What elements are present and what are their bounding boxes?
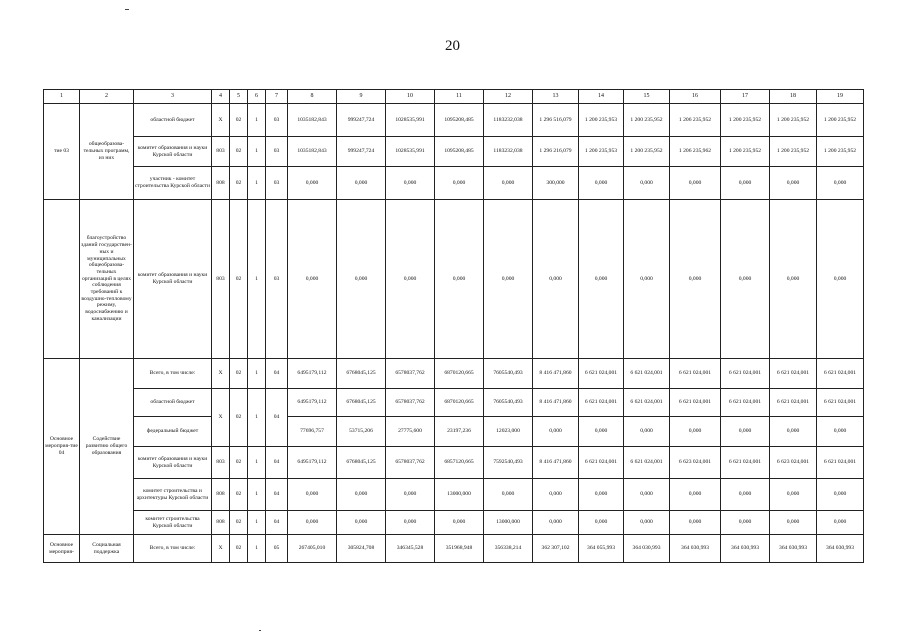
column-number: 13 — [533, 90, 579, 104]
section-code-cell: 02 — [230, 104, 248, 137]
column-number: 8 — [288, 90, 337, 104]
amount-cell: 6768045,125 — [337, 389, 386, 417]
amount-cell: 6 621 024,001 — [670, 389, 721, 417]
grbs-code-cell: 803 — [212, 447, 230, 479]
amount-cell: 1 296 516,079 — [533, 104, 579, 137]
column-number: 9 — [337, 90, 386, 104]
subsection-code-cell: 1 — [248, 200, 266, 359]
section-code-cell: 02 — [230, 447, 248, 479]
amount-cell: 0,000 — [579, 511, 624, 535]
amount-cell: 13000,000 — [484, 511, 533, 535]
scan-speck — [125, 9, 129, 10]
amount-cell: 1 200 235,952 — [624, 137, 670, 167]
amount-cell: 305824,708 — [337, 535, 386, 563]
table-row — [44, 167, 864, 200]
amount-cell: 6 621 024,001 — [721, 359, 770, 389]
amount-cell: 0,000 — [288, 167, 337, 200]
amount-cell: 0,000 — [670, 167, 721, 200]
amount-cell: 1028535,991 — [386, 104, 435, 137]
table-row — [44, 104, 864, 137]
executor-cell: областной бюджет — [134, 104, 212, 137]
amount-cell: 6 621 024,001 — [579, 389, 624, 417]
target-code-cell: 04 — [266, 389, 288, 447]
page-number: 20 — [445, 38, 460, 54]
amount-cell: 12023,000 — [484, 417, 533, 447]
amount-cell: 1183232,038 — [484, 137, 533, 167]
executor-cell: Всего, в том числе: — [134, 359, 212, 389]
target-code-cell: 04 — [266, 447, 288, 479]
amount-cell: 0,000 — [817, 511, 864, 535]
amount-cell: 1 206 235,962 — [670, 137, 721, 167]
amount-cell: 1035182,843 — [288, 104, 337, 137]
grbs-code-cell: 808 — [212, 511, 230, 535]
amount-cell: 7592540,493 — [484, 447, 533, 479]
executor-cell: комитет строительства и архитектуры Курской области — [134, 479, 212, 511]
table-row — [44, 535, 864, 563]
column-number: 12 — [484, 90, 533, 104]
target-code-cell: 03 — [266, 137, 288, 167]
subsection-code-cell: 1 — [248, 104, 266, 137]
amount-cell: 0,000 — [484, 200, 533, 359]
amount-cell: 0,000 — [288, 511, 337, 535]
amount-cell: 6 621 024,001 — [817, 359, 864, 389]
amount-cell: 0,000 — [670, 511, 721, 535]
amount-cell: 6 621 024,001 — [721, 389, 770, 417]
column-number: 15 — [624, 90, 670, 104]
amount-cell: 1095208,485 — [435, 137, 484, 167]
amount-cell: 0,000 — [533, 417, 579, 447]
executor-cell: участник - комитет строительства Курской области — [134, 167, 212, 200]
column-number: 5 — [230, 90, 248, 104]
amount-cell: 0,000 — [579, 167, 624, 200]
scan-speck — [259, 630, 261, 631]
table-row — [44, 447, 864, 479]
executor-cell: комитет образования и науки Курской области — [134, 447, 212, 479]
amount-cell: 0,000 — [484, 479, 533, 511]
grbs-code-cell: 808 — [212, 167, 230, 200]
section-code-cell: 02 — [230, 137, 248, 167]
amount-cell: 6768045,125 — [337, 447, 386, 479]
amount-cell: 364 055,993 — [579, 535, 624, 563]
amount-cell: 1183232,038 — [484, 104, 533, 137]
amount-cell: 6495179,112 — [288, 447, 337, 479]
subsection-code-cell: 1 — [248, 137, 266, 167]
event-code-cell: Основное мероприя-тие 04 — [44, 359, 80, 535]
column-number: 19 — [817, 90, 864, 104]
subsection-code-cell: 1 — [248, 447, 266, 479]
amount-cell: 7605540,493 — [484, 389, 533, 417]
amount-cell: 0,000 — [533, 511, 579, 535]
amount-cell: 0,000 — [770, 167, 817, 200]
event-code-cell: тие 03 — [44, 104, 80, 200]
column-number: 16 — [670, 90, 721, 104]
section-code-cell: 02 — [230, 511, 248, 535]
amount-cell: 0,000 — [817, 200, 864, 359]
column-number: 3 — [134, 90, 212, 104]
subsection-code-cell: 1 — [248, 359, 266, 389]
column-number: 7 — [266, 90, 288, 104]
amount-cell: 0,000 — [817, 167, 864, 200]
amount-cell: 351968,948 — [435, 535, 484, 563]
column-number: 4 — [212, 90, 230, 104]
amount-cell: 0,000 — [817, 479, 864, 511]
amount-cell: 0,000 — [624, 479, 670, 511]
amount-cell: 6495179,112 — [288, 389, 337, 417]
amount-cell: 0,000 — [770, 200, 817, 359]
section-code-cell: 02 — [230, 535, 248, 563]
amount-cell: 6870120,665 — [435, 359, 484, 389]
column-number: 11 — [435, 90, 484, 104]
amount-cell: 0,000 — [670, 479, 721, 511]
amount-cell: 8 416 471,860 — [533, 359, 579, 389]
subsection-code-cell: 1 — [248, 479, 266, 511]
amount-cell: 0,000 — [721, 200, 770, 359]
section-code-cell: 02 — [230, 389, 248, 447]
executor-cell: областной бюджет — [134, 389, 212, 417]
amount-cell: 6 623 024,001 — [770, 447, 817, 479]
amount-cell: 0,000 — [337, 200, 386, 359]
amount-cell: 0,000 — [533, 479, 579, 511]
amount-cell: 999247,724 — [337, 137, 386, 167]
event-code-cell — [44, 200, 80, 359]
amount-cell: 0,000 — [770, 511, 817, 535]
section-code-cell: 02 — [230, 479, 248, 511]
grbs-code-cell: X — [212, 359, 230, 389]
grbs-code-cell: 803 — [212, 137, 230, 167]
grbs-code-cell: X — [212, 104, 230, 137]
event-name-cell: Содействие развитию общего образования — [80, 359, 134, 535]
target-code-cell: 05 — [266, 535, 288, 563]
target-code-cell: 04 — [266, 359, 288, 389]
amount-cell: 1 200 235,952 — [817, 137, 864, 167]
amount-cell: 1 200 235,952 — [721, 137, 770, 167]
amount-cell: 0,000 — [817, 417, 864, 447]
executor-cell: Всего, в том числе: — [134, 535, 212, 563]
amount-cell: 267405,010 — [288, 535, 337, 563]
amount-cell: 13000,000 — [435, 479, 484, 511]
amount-cell: 0,000 — [337, 511, 386, 535]
amount-cell: 0,000 — [579, 417, 624, 447]
amount-cell: 0,000 — [579, 200, 624, 359]
subsection-code-cell: 1 — [248, 389, 266, 447]
event-name-cell: благоустройство зданий государствен-ных и муниципальных общеобразова-тельных организаций в целях соблюдения требований к воздушно-тепловому режиму, водоснабжению и канализации — [80, 200, 134, 359]
column-number: 17 — [721, 90, 770, 104]
executor-cell: комитет образования и науки Курской области — [134, 137, 212, 167]
amount-cell: 0,000 — [288, 479, 337, 511]
amount-cell: 0,000 — [624, 511, 670, 535]
amount-cell: 6 621 024,001 — [770, 389, 817, 417]
amount-cell: 0,000 — [386, 511, 435, 535]
amount-cell: 0,000 — [721, 417, 770, 447]
amount-cell: 1 296 216,079 — [533, 137, 579, 167]
event-name-cell: Социальная поддержка — [80, 535, 134, 563]
amount-cell: 6 621 024,001 — [579, 447, 624, 479]
amount-cell: 362 307,102 — [533, 535, 579, 563]
amount-cell: 346345,528 — [386, 535, 435, 563]
amount-cell: 1 200 235,953 — [579, 104, 624, 137]
amount-cell: 6578037,762 — [386, 359, 435, 389]
budget-table — [43, 89, 864, 563]
amount-cell: 1028535,991 — [386, 137, 435, 167]
amount-cell: 6 621 024,001 — [721, 447, 770, 479]
amount-cell: 0,000 — [770, 417, 817, 447]
amount-cell: 1 206 235,952 — [670, 104, 721, 137]
column-number: 1 — [44, 90, 80, 104]
amount-cell: 1095208,485 — [435, 104, 484, 137]
amount-cell: 0,000 — [579, 479, 624, 511]
amount-cell: 0,000 — [721, 479, 770, 511]
amount-cell: 1035182,843 — [288, 137, 337, 167]
amount-cell: 6 621 024,001 — [624, 359, 670, 389]
target-code-cell: 04 — [266, 479, 288, 511]
amount-cell: 300,000 — [533, 167, 579, 200]
target-code-cell: 04 — [266, 511, 288, 535]
amount-cell: 0,000 — [288, 200, 337, 359]
amount-cell: 0,000 — [770, 479, 817, 511]
amount-cell: 6 621 024,001 — [670, 359, 721, 389]
amount-cell: 6 621 024,001 — [817, 447, 864, 479]
subsection-code-cell: 1 — [248, 511, 266, 535]
target-code-cell: 03 — [266, 104, 288, 137]
table-row — [44, 511, 864, 535]
amount-cell: 0,000 — [337, 479, 386, 511]
amount-cell: 356338,214 — [484, 535, 533, 563]
table-row — [44, 389, 864, 417]
amount-cell: 0,000 — [721, 167, 770, 200]
amount-cell: 1 200 235,953 — [579, 137, 624, 167]
column-number: 6 — [248, 90, 266, 104]
amount-cell: 1 200 235,952 — [624, 104, 670, 137]
amount-cell: 8 416 471,860 — [533, 447, 579, 479]
amount-cell: 0,000 — [386, 200, 435, 359]
amount-cell: 0,000 — [533, 200, 579, 359]
column-number: 10 — [386, 90, 435, 104]
amount-cell: 6 621 024,001 — [624, 447, 670, 479]
amount-cell: 0,000 — [435, 167, 484, 200]
column-number: 18 — [770, 90, 817, 104]
amount-cell: 0,000 — [386, 167, 435, 200]
amount-cell: 0,000 — [435, 511, 484, 535]
amount-cell: 7605540,493 — [484, 359, 533, 389]
amount-cell: 6 621 024,001 — [770, 359, 817, 389]
subsection-code-cell: 1 — [248, 535, 266, 563]
amount-cell: 6 621 024,001 — [579, 359, 624, 389]
table-row — [44, 200, 864, 359]
amount-cell: 1 200 235,952 — [770, 137, 817, 167]
amount-cell: 8 416 471,860 — [533, 389, 579, 417]
amount-cell: 6578037,762 — [386, 447, 435, 479]
amount-cell: 0,000 — [435, 200, 484, 359]
amount-cell: 6578037,762 — [386, 389, 435, 417]
amount-cell: 364 030,993 — [624, 535, 670, 563]
amount-cell: 77696,757 — [288, 417, 337, 447]
grbs-code-cell: 808 — [212, 479, 230, 511]
amount-cell: 0,000 — [624, 167, 670, 200]
event-name-cell: общеобразова-тельных программ, из них — [80, 104, 134, 200]
amount-cell: 999247,724 — [337, 104, 386, 137]
amount-cell: 6768045,125 — [337, 359, 386, 389]
amount-cell: 6 621 024,001 — [817, 389, 864, 417]
section-code-cell: 02 — [230, 167, 248, 200]
amount-cell: 364 030,993 — [721, 535, 770, 563]
table-row — [44, 137, 864, 167]
column-number: 14 — [579, 90, 624, 104]
grbs-code-cell: X — [212, 535, 230, 563]
amount-cell: 0,000 — [624, 417, 670, 447]
amount-cell: 1 200 235,952 — [721, 104, 770, 137]
subsection-code-cell: 1 — [248, 167, 266, 200]
amount-cell: 23197,236 — [435, 417, 484, 447]
amount-cell: 0,000 — [386, 479, 435, 511]
amount-cell: 53715,206 — [337, 417, 386, 447]
target-code-cell: 03 — [266, 200, 288, 359]
amount-cell: 0,000 — [484, 167, 533, 200]
amount-cell: 364 030,993 — [817, 535, 864, 563]
column-number-row — [44, 90, 864, 104]
amount-cell: 0,000 — [670, 417, 721, 447]
amount-cell: 0,000 — [670, 200, 721, 359]
event-code-cell: Основное мероприя- — [44, 535, 80, 563]
amount-cell: 6 623 024,001 — [670, 447, 721, 479]
section-code-cell: 02 — [230, 359, 248, 389]
table-row — [44, 417, 864, 447]
amount-cell: 1 200 235,952 — [817, 104, 864, 137]
table-row — [44, 359, 864, 389]
executor-cell: комитет строительства Курской области — [134, 511, 212, 535]
executor-cell: комитет образования и науки Курской области — [134, 200, 212, 359]
table-row — [44, 479, 864, 511]
grbs-code-cell: X — [212, 389, 230, 447]
column-number: 2 — [80, 90, 134, 104]
grbs-code-cell: 803 — [212, 200, 230, 359]
amount-cell: 6 621 024,001 — [624, 389, 670, 417]
amount-cell: 0,000 — [624, 200, 670, 359]
amount-cell: 0,000 — [721, 511, 770, 535]
amount-cell: 6857120,665 — [435, 447, 484, 479]
amount-cell: 364 030,993 — [670, 535, 721, 563]
amount-cell: 1 200 235,952 — [770, 104, 817, 137]
amount-cell: 27775,600 — [386, 417, 435, 447]
section-code-cell: 02 — [230, 200, 248, 359]
amount-cell: 364 030,993 — [770, 535, 817, 563]
amount-cell: 6870120,665 — [435, 389, 484, 417]
target-code-cell: 03 — [266, 167, 288, 200]
executor-cell: федеральный бюджет — [134, 417, 212, 447]
amount-cell: 0,000 — [337, 167, 386, 200]
amount-cell: 6495179,112 — [288, 359, 337, 389]
